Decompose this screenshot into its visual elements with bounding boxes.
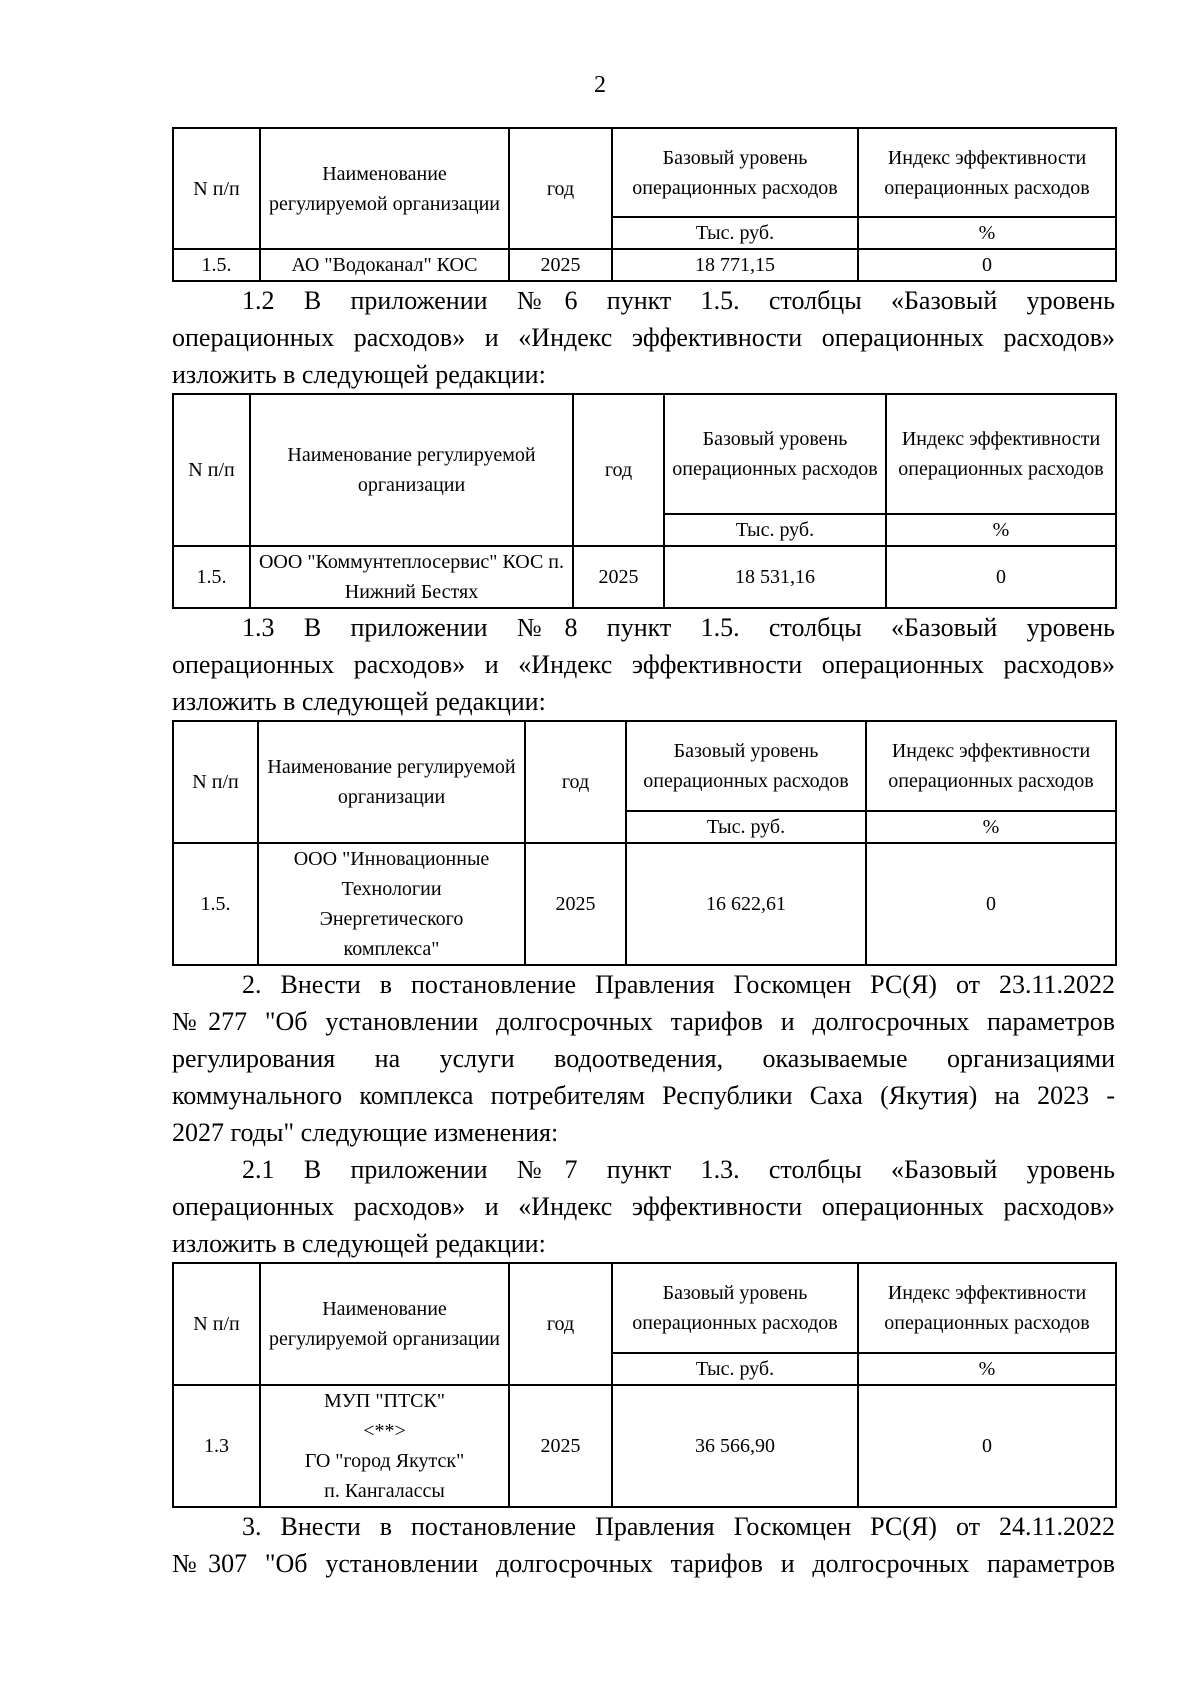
header-number: N п/п bbox=[173, 1263, 260, 1385]
header-base-unit: Тыс. руб. bbox=[612, 1353, 858, 1385]
paragraph-3 bbox=[172, 1508, 1115, 1582]
header-base-unit: Тыс. руб. bbox=[664, 514, 886, 546]
cell-organization: ООО "Инновационные Технологии Энергетического комплекса" bbox=[258, 843, 525, 965]
paragraph-line: изложить в следующей редакции: bbox=[172, 1229, 546, 1258]
page-number: 2 bbox=[594, 72, 606, 98]
organization-line: МУП "ПТСК" bbox=[323, 1390, 446, 1412]
paragraph-line: коммунального комплекса потребителям Республики Саха (Якутия) на 2023 - bbox=[172, 1081, 1115, 1110]
cell-efficiency-index: 0 bbox=[858, 1385, 1116, 1507]
paragraph-line: №307 "Об установлении долгосрочных тарифов и долгосрочных параметров bbox=[172, 1549, 1115, 1578]
header-index-unit: % bbox=[886, 514, 1116, 546]
header-organization: Наименование регулируемой организации bbox=[250, 394, 573, 546]
cell-number: 1.3 bbox=[173, 1385, 260, 1507]
organization-line: <**> bbox=[363, 1420, 406, 1442]
header-index-unit: % bbox=[858, 1353, 1116, 1385]
paragraph-2 bbox=[172, 966, 1115, 1151]
paragraph-1-3 bbox=[172, 609, 1115, 720]
header-organization: Наименование регулируемой организации bbox=[260, 1263, 509, 1385]
table-row bbox=[173, 546, 1116, 608]
paragraph-line: изложить в следующей редакции: bbox=[172, 687, 546, 716]
table-row bbox=[173, 249, 1116, 281]
cell-base-level: 36 566,90 bbox=[612, 1385, 858, 1507]
cell-organization bbox=[260, 1385, 509, 1507]
paragraph-line: №277 "Об установлении долгосрочных тарифов и долгосрочных параметров bbox=[172, 1007, 1115, 1036]
document-content bbox=[172, 127, 1115, 1582]
paragraph-line: изложить в следующей редакции: bbox=[172, 360, 546, 389]
paragraph-line: 2.1 В приложении №7 пункт 1.3. столбцы «Базовый уровень bbox=[242, 1155, 1115, 1184]
paragraph-line: операционных расходов» и «Индекс эффективности операционных расходов» bbox=[172, 650, 1115, 679]
tariff-table-2 bbox=[172, 393, 1117, 609]
paragraph-line: регулирования на услуги водоотведения, оказываемые организациями bbox=[172, 1044, 1115, 1073]
header-year: год bbox=[573, 394, 664, 546]
paragraph-1-2 bbox=[172, 282, 1115, 393]
table-row bbox=[173, 1385, 1116, 1507]
header-efficiency-index: Индекс эффективности операционных расходов bbox=[858, 1263, 1116, 1353]
paragraph-line: 1.3 В приложении №8 пункт 1.5. столбцы «Базовый уровень bbox=[242, 613, 1115, 642]
cell-number: 1.5. bbox=[173, 249, 260, 281]
header-organization: Наименование регулируемой организации bbox=[258, 721, 525, 843]
cell-year: 2025 bbox=[509, 1385, 612, 1507]
organization-line: п. Кангалассы bbox=[324, 1480, 445, 1502]
cell-number: 1.5. bbox=[173, 843, 258, 965]
header-efficiency-index: Индекс эффективности операционных расходов bbox=[886, 394, 1116, 514]
cell-efficiency-index: 0 bbox=[886, 546, 1116, 608]
header-efficiency-index: Индекс эффективности операционных расходов bbox=[858, 128, 1116, 217]
header-base-level: Базовый уровень операционных расходов bbox=[664, 394, 886, 514]
cell-efficiency-index: 0 bbox=[866, 843, 1116, 965]
header-base-level: Базовый уровень операционных расходов bbox=[626, 721, 866, 811]
header-number: N п/п bbox=[173, 394, 250, 546]
header-base-level: Базовый уровень операционных расходов bbox=[612, 1263, 858, 1353]
header-year: год bbox=[509, 128, 612, 249]
header-index-unit: % bbox=[858, 217, 1116, 249]
paragraph-2-1 bbox=[172, 1151, 1115, 1262]
paragraph-line: операционных расходов» и «Индекс эффективности операционных расходов» bbox=[172, 323, 1115, 352]
paragraph-line: 1.2 В приложении №6 пункт 1.5. столбцы «Базовый уровень bbox=[242, 286, 1115, 315]
paragraph-line: операционных расходов» и «Индекс эффективности операционных расходов» bbox=[172, 1192, 1115, 1221]
paragraph-line: 3. Внести в постановление Правления Госкомцен РС(Я) от 24.11.2022 bbox=[242, 1512, 1115, 1541]
cell-year: 2025 bbox=[573, 546, 664, 608]
paragraph-line: 2027 годы" следующие изменения: bbox=[172, 1118, 559, 1147]
header-year: год bbox=[525, 721, 626, 843]
cell-year: 2025 bbox=[525, 843, 626, 965]
cell-efficiency-index: 0 bbox=[858, 249, 1116, 281]
paragraph-line: 2. Внести в постановление Правления Госкомцен РС(Я) от 23.11.2022 bbox=[242, 970, 1115, 999]
tariff-table-4 bbox=[172, 1262, 1117, 1508]
cell-base-level: 16 622,61 bbox=[626, 843, 866, 965]
header-number: N п/п bbox=[173, 721, 258, 843]
cell-organization: АО "Водоканал" КОС bbox=[260, 249, 509, 281]
cell-base-level: 18 531,16 bbox=[664, 546, 886, 608]
cell-base-level: 18 771,15 bbox=[612, 249, 858, 281]
organization-line: ГО "город Якутск" bbox=[304, 1450, 465, 1472]
cell-year: 2025 bbox=[509, 249, 612, 281]
tariff-table-3 bbox=[172, 720, 1117, 966]
header-base-level: Базовый уровень операционных расходов bbox=[612, 128, 858, 217]
header-organization: Наименование регулируемой организации bbox=[260, 128, 509, 249]
header-number: N п/п bbox=[173, 128, 260, 249]
header-base-unit: Тыс. руб. bbox=[626, 811, 866, 843]
header-base-unit: Тыс. руб. bbox=[612, 217, 858, 249]
cell-organization: ООО "Коммунтеплосервис" КОС п. Нижний Бестях bbox=[250, 546, 573, 608]
header-index-unit: % bbox=[866, 811, 1116, 843]
tariff-table-1 bbox=[172, 127, 1117, 282]
cell-number: 1.5. bbox=[173, 546, 250, 608]
table-row bbox=[173, 843, 1116, 965]
header-efficiency-index: Индекс эффективности операционных расходов bbox=[866, 721, 1116, 811]
header-year: год bbox=[509, 1263, 612, 1385]
